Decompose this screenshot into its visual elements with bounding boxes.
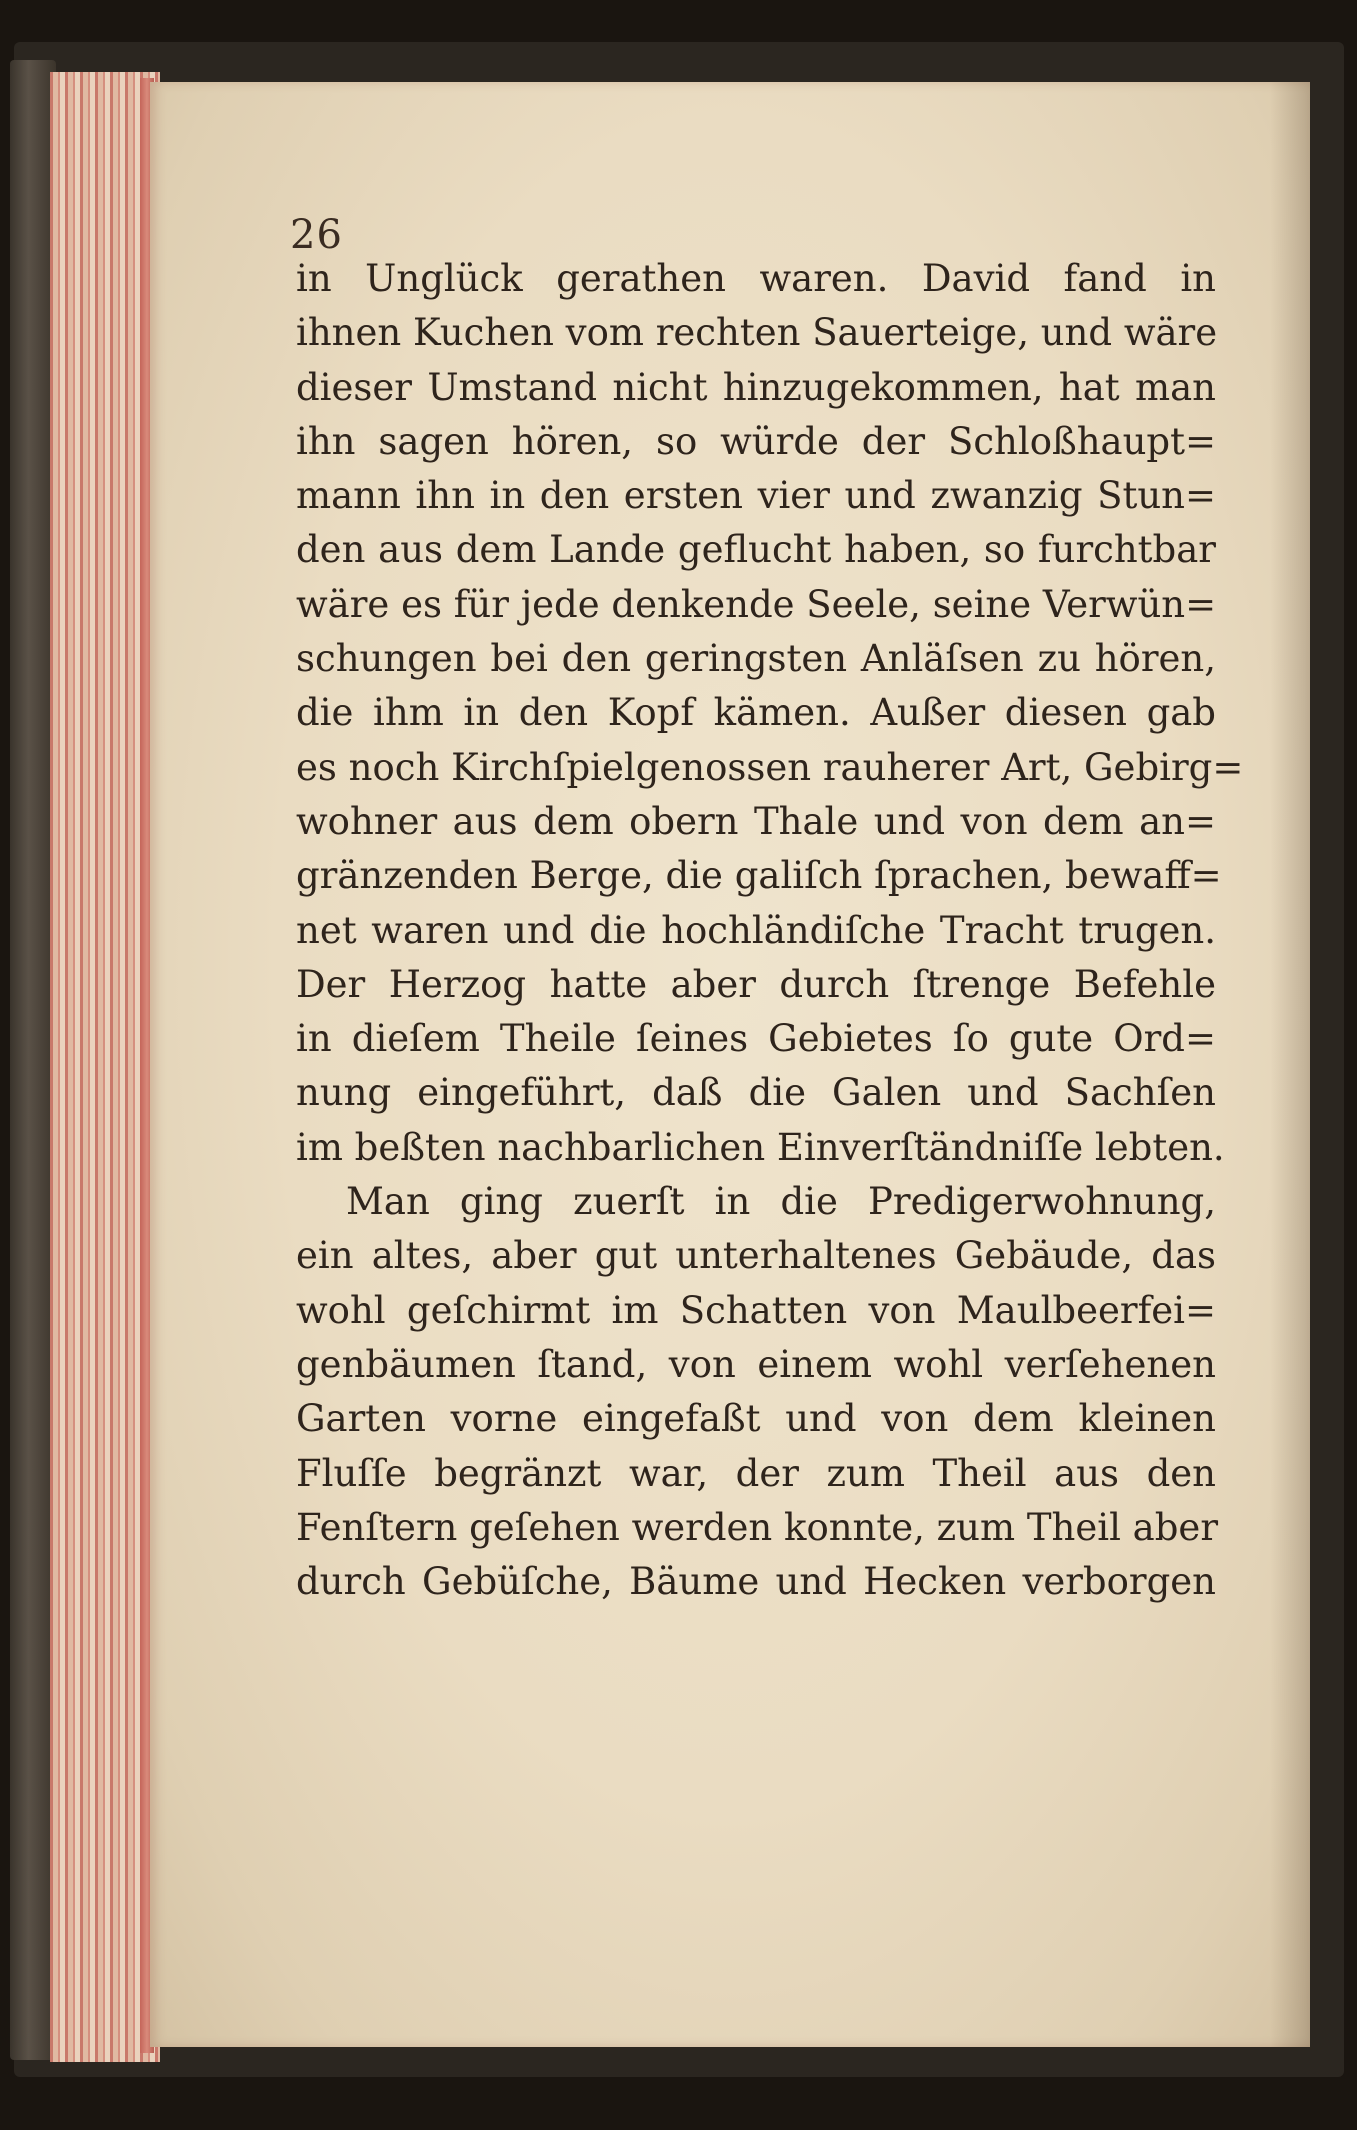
text-line: wohner aus dem obern Thale und von dem an= [296,799,1216,843]
text-line: Fluſſe begränzt war, der zum Theil aus den [296,1451,1216,1495]
text-line: net waren und die hochländiſche Tracht trugen. [296,908,1216,952]
text-line: den aus dem Lande geflucht haben, so furchtbar [296,528,1216,572]
text-line: ihn sagen hören, so würde der Schloßhaupt= [296,419,1216,463]
text-line: gränzenden Berge, die galiſch ſprachen, bewaff= [296,854,1222,898]
text-line: die ihm in den Kopf kämen. Außer diesen gab [296,691,1216,735]
text-line: wohl geſchirmt im Schatten von Maulbeerfei= [296,1288,1216,1332]
text-line: in dieſem Theile ſeines Gebietes ſo gute Ord= [296,1017,1216,1061]
text-line: Der Herzog hatte aber durch ſtrenge Befehle [296,962,1216,1006]
text-line: dieser Umstand nicht hinzugekommen, hat man [296,365,1216,409]
gutter-shadow [1270,82,1310,2047]
text-line: im beßten nachbarlichen Einverſtändniſſe lebten. [296,1125,1225,1169]
text-line: wäre es für jede denkende Seele, seine Verwün= [296,582,1217,626]
text-line: mann ihn in den ersten vier und zwanzig Stun= [296,474,1216,518]
page-number: 26 [290,212,343,258]
text-line-paragraph-start: Man ging zuerſt in die Predigerwohnung, [346,1180,1216,1224]
text-line: ihnen Kuchen vom rechten Sauerteige, und wäre [296,311,1218,355]
text-line: es noch Kirchſpielgenossen rauherer Art, Gebirg= [296,745,1244,789]
text-line: genbäumen ſtand, von einem wohl verſehenen [296,1342,1216,1386]
text-line: in Unglück gerathen waren. David fand in [296,257,1216,300]
page-body-text [296,252,1244,1609]
text-line: Fenſtern geſehen werden konnte, zum Theil aber [296,1505,1219,1549]
text-line: ein altes, aber gut unterhaltenes Gebäude, das [296,1234,1216,1278]
text-line: schungen bei den geringsten Anläſsen zu hören, [296,637,1216,681]
text-line: nung eingeführt, daß die Galen und Sachſen [296,1071,1216,1115]
text-line: durch Gebüſche, Bäume und Hecken verborgen [296,1560,1216,1604]
text-line: Garten vorne eingefaßt und von dem kleinen [296,1397,1216,1441]
